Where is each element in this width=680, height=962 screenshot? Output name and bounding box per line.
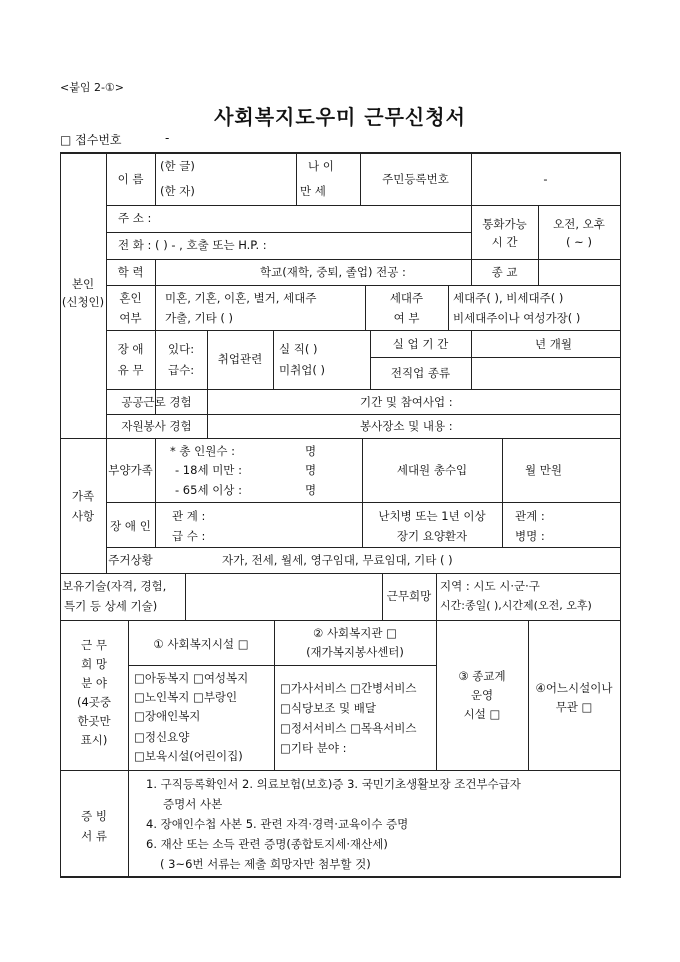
desired-work-label: 근무희망 [386,589,432,603]
welfare-center-item[interactable]: □기타 분야 : [280,741,347,755]
field-label-2: 희 망 [81,657,107,671]
welfare-center-item[interactable]: □정서서비스 □목욕서비스 [280,721,417,735]
marital-label-2: 여부 [119,311,142,325]
table-line [106,285,621,286]
receipt-dash: - [165,131,170,145]
employment-label: 취업관련 [217,352,263,366]
avail-time-label-2: 시 간 [491,235,518,249]
section-applicant-sub: (신청인) [61,295,105,309]
skills-label-2: 특기 등 상세 기술) [64,599,158,613]
table-border [620,152,621,878]
dependents-label: 부양가족 [108,463,153,477]
section-applicant-label: 본인 [71,277,95,291]
rrn-label: 주민등록번호 [382,172,449,186]
table-line [106,232,471,233]
table-line [370,357,621,358]
field-label-1: 근 무 [81,638,107,652]
marital-options[interactable]: 미혼, 기혼, 이혼, 별거, 세대주 [165,291,317,305]
housing-options[interactable]: 자가, 전세, 월세, 영구임대, 무료임대, 기타 ( ) [222,553,453,567]
volunteer-label: 자원봉사 경험 [121,419,192,433]
receipt-number-label: □ 접수번호 [60,133,122,147]
option-religious-facility-2: 운영 [470,688,494,702]
table-line [106,259,621,260]
disability-grade[interactable]: 급수: [168,363,195,377]
dependents-over65-unit: 명 [305,483,317,497]
field-label-6: 표시) [80,733,108,747]
housing-label: 주거상황 [108,553,153,567]
disabled-relation-label: 관 계 : [172,509,206,523]
table-line [106,389,621,390]
welfare-facility-item[interactable]: □아동복지 □여성복지 [134,671,249,685]
desired-region[interactable]: 지역 : 시도 시·군·구 [440,579,540,593]
public-work-label: 공공근로 경험 [121,395,192,409]
welfare-facility-item[interactable]: □정신요양 [134,730,190,744]
form-title: 사회복지도우미 근무신청서 [214,105,466,129]
welfare-facility-item[interactable]: □보육시설(어린이집) [134,749,243,763]
table-line [471,330,472,389]
name-label: 이 름 [117,172,144,186]
table-line [106,205,621,206]
docs-line: 1. 구직등록확인서 2. 의료보험(보호)증 3. 국민기초생활보장 조건부수급자 [146,777,521,791]
dependents-total: * 총 인원수 : [170,444,236,458]
disability-label-2: 유 무 [117,363,144,377]
docs-line: ( 3~6번 서류는 제출 희망자만 첨부할 것) [160,857,371,871]
education-value[interactable]: 학교(재학, 중퇴, 졸업) 전공 : [260,265,406,279]
illness-relation-label: 관계 : [515,509,545,523]
welfare-center-item[interactable]: □가사서비스 □간병서비스 [280,681,417,695]
dependents-under18: - 18세 미만 : [175,463,242,477]
option-religious-facility[interactable]: ③ 종교계 [458,669,506,683]
marital-label-1: 혼인 [119,291,142,305]
option-any-facility[interactable]: ④어느시설이나 [535,681,613,695]
marital-options-2[interactable]: 가출, 기타 ( ) [165,311,234,325]
table-line [274,620,275,770]
table-line [106,502,621,503]
skills-label-1: 보유기술(자격, 경험, [62,579,167,593]
household-head-label-1: 세대주 [389,291,424,305]
disabled-member-label: 장 애 인 [110,519,151,533]
illness-disease-label: 병명 : [515,529,545,543]
docs-label-2: 서 류 [81,829,107,843]
avail-time-ampm[interactable]: 오전, 오후 [553,217,605,231]
previous-job-label: 전직업 종류 [390,366,451,380]
welfare-facility-item[interactable]: □노인복지 □부랑인 [134,690,238,704]
option-any-facility-2[interactable]: 무관 □ [555,700,593,714]
religion-label: 종 교 [491,265,518,279]
phone-label: 전 화 : ( ) - , 호출 또는 H.P. : [118,238,267,252]
table-line [155,259,156,414]
option-welfare-center-sub: (재가복지봉사센터) [306,645,404,659]
table-border [60,152,621,154]
name-hangul-label: (한 글) [160,159,195,173]
age-label: 나 이 [308,159,334,173]
option-welfare-facility[interactable]: ① 사회복지시설 □ [153,637,249,651]
table-line [502,438,503,547]
disability-label-1: 장 애 [117,342,144,356]
table-line [155,438,156,547]
chronic-illness-label-1: 난치병 또는 1년 이상 [378,509,486,523]
table-line [185,573,186,620]
full-age-label: 만 세 [300,184,326,198]
table-line [296,152,297,205]
table-border [60,876,621,878]
desired-time[interactable]: 시간:종일( ),시간제(오전, 오후) [440,599,592,612]
field-label-5: 한곳만 [77,714,111,728]
table-line [128,620,129,876]
docs-line: 증명서 사본 [163,797,223,811]
option-welfare-center[interactable]: ② 사회복지관 □ [312,626,398,640]
dependents-over65: - 65세 이상 : [175,483,242,497]
section-family-label-1: 가족 [71,489,95,503]
table-line [60,573,621,574]
household-head-options-2[interactable]: 비세대주이나 여성가장( ) [453,311,581,325]
table-line [207,389,208,438]
table-line [60,620,621,621]
public-work-value[interactable]: 기간 및 참여사업 : [360,395,453,409]
welfare-facility-item[interactable]: □장애인복지 [134,709,201,723]
table-line [60,770,621,771]
disabled-grade-label: 급 수 : [172,529,206,543]
table-line [60,438,621,439]
household-income-value[interactable]: 월 만원 [525,463,562,477]
household-head-label-2: 여 부 [393,311,420,325]
education-label: 학 력 [117,265,144,279]
table-line [128,665,436,666]
table-line [106,547,621,548]
docs-line: 6. 재산 또는 소득 관련 증명(종합토지세·재산세) [146,837,388,851]
section-family-label-2: 사항 [71,509,95,523]
dependents-under18-unit: 명 [305,463,317,477]
welfare-center-item[interactable]: □식당보조 및 배달 [280,701,376,715]
docs-line: 4. 장애인수첩 사본 5. 관련 자격·경력·교육이수 증명 [146,817,409,831]
table-line [155,152,156,205]
option-religious-facility-3[interactable]: 시설 □ [463,707,501,721]
field-label-3: 분 야 [81,676,107,690]
avail-time-label-1: 통화가능 [482,217,527,231]
annex-label: <붙임 2-①> [60,81,125,94]
not-employed-option[interactable]: 미취업( ) [279,363,325,377]
address-label: 주 소 : [118,211,152,225]
table-line [106,330,621,331]
household-income-label: 세대원 총수입 [396,463,468,477]
chronic-illness-label-2: 장기 요양환자 [396,529,468,543]
household-head-options[interactable]: 세대주( ), 비세대주( ) [453,291,564,305]
docs-label-1: 증 빙 [81,809,107,823]
table-line [448,285,449,330]
disability-yes[interactable]: 있다: [168,342,195,356]
unemployment-period-value[interactable]: 년 개월 [535,337,572,351]
rrn-value[interactable]: - [543,172,548,186]
table-line [273,330,274,389]
table-line [106,414,621,415]
dependents-total-unit: 명 [305,444,317,458]
unemployed-option[interactable]: 실 직( ) [279,342,318,356]
field-label-4: (4곳중 [76,695,112,709]
name-hanja-label: (한 자) [160,184,195,198]
avail-time-range[interactable]: ( ~ ) [566,235,592,249]
unemployment-period-label: 실 업 기 간 [392,337,449,351]
volunteer-value[interactable]: 봉사장소 및 내용 : [360,419,453,433]
